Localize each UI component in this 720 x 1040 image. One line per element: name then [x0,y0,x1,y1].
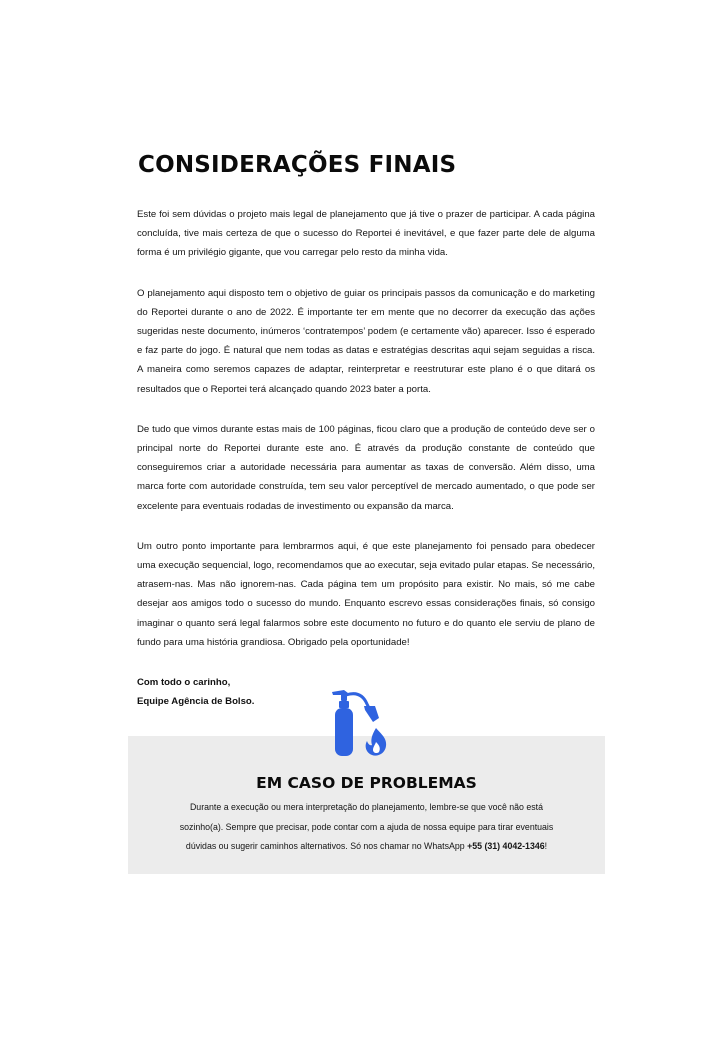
signoff-line-2: Equipe Agência de Bolso. [137,696,255,708]
help-title: EM CASO DE PROBLEMAS [256,774,477,792]
paragraph-1: Este foi sem dúvidas o projeto mais legal de planejamento que já tive o prazer de participar. A cada página concluída, tive mais certeza de que o sucesso do Reportei é inevitável, e que fazer parte dele de alguma forma é um privilégio gigante, que vou carregar pelo resto da minha vida. [137,209,595,259]
paragraph-3: De tudo que vimos durante estas mais de 100 páginas, ficou claro que a produção de conteúdo deve ser o principal norte do Reportei durante este ano. É através da produção constante de conteúdo que conseguiremos criar a autoridade necessária para aumentar as taxas de conversão. Além disso, uma marca forte com autoridade construída, tem seu valor perceptível de mercado aumentado, o que pode ser excelente para eventuais rodadas de investimento ou expansão da marca. [137,423,595,512]
whatsapp-number[interactable]: +55 (31) 4042-1346 [467,841,545,851]
body-text [137,205,595,711]
help-text [168,798,565,857]
paragraph-2: O planejamento aqui disposto tem o objetivo de guiar os principais passos da comunicação e do marketing do Reportei durante o ano de 2022. É importante ter em mente que no decorrer da execução das ações sugeridas neste documento, inúmeros ‘contratempos’ podem (e certamente vão) aparecer. Isso é esperado e faz parte do jogo. É natural que nem todas as datas e estratégias descritas aqui sejam seguidas a risca. A maneira como seremos capazes de adaptar, reinterpretar e reestruturar este plano é o que ditará os resultados que o Reportei terá alcançado quando 2023 bater a porta. [137,287,595,395]
help-text-body: Durante a execução ou mera interpretação do planejamento, lembre-se que você não está sozinho(a). Sempre que precisar, pode contar com a ajuda de nossa equipe para tirar eventuais dúvidas ou sugerir caminhos alternativos. Só nos chamar no WhatsApp [179,802,554,851]
help-text-suffix: ! [544,841,548,851]
fire-extinguisher-icon [329,688,391,758]
signoff-line-1: Com todo o carinho, [137,677,231,689]
page-title: CONSIDERAÇÕES FINAIS [138,152,457,178]
paragraph-4: Um outro ponto importante para lembrarmos aqui, é que este planejamento foi pensado para obedecer uma execução sequencial, logo, recomendamos que ao executar, seja evitado pular etapas. Se necessário, atrasem-nas. Mas não ignorem-nas. Cada página tem um propósito para existir. No mais, só me cabe desejar aos amigos todo o sucesso do mundo. Enquanto escrevo essas considerações finais, só consigo imaginar o quanto será legal falarmos sobre este documento no futuro e do quanto ele serviu de plano de fundo para uma história grandiosa. Obrigado pela oportunidade! [137,540,595,648]
